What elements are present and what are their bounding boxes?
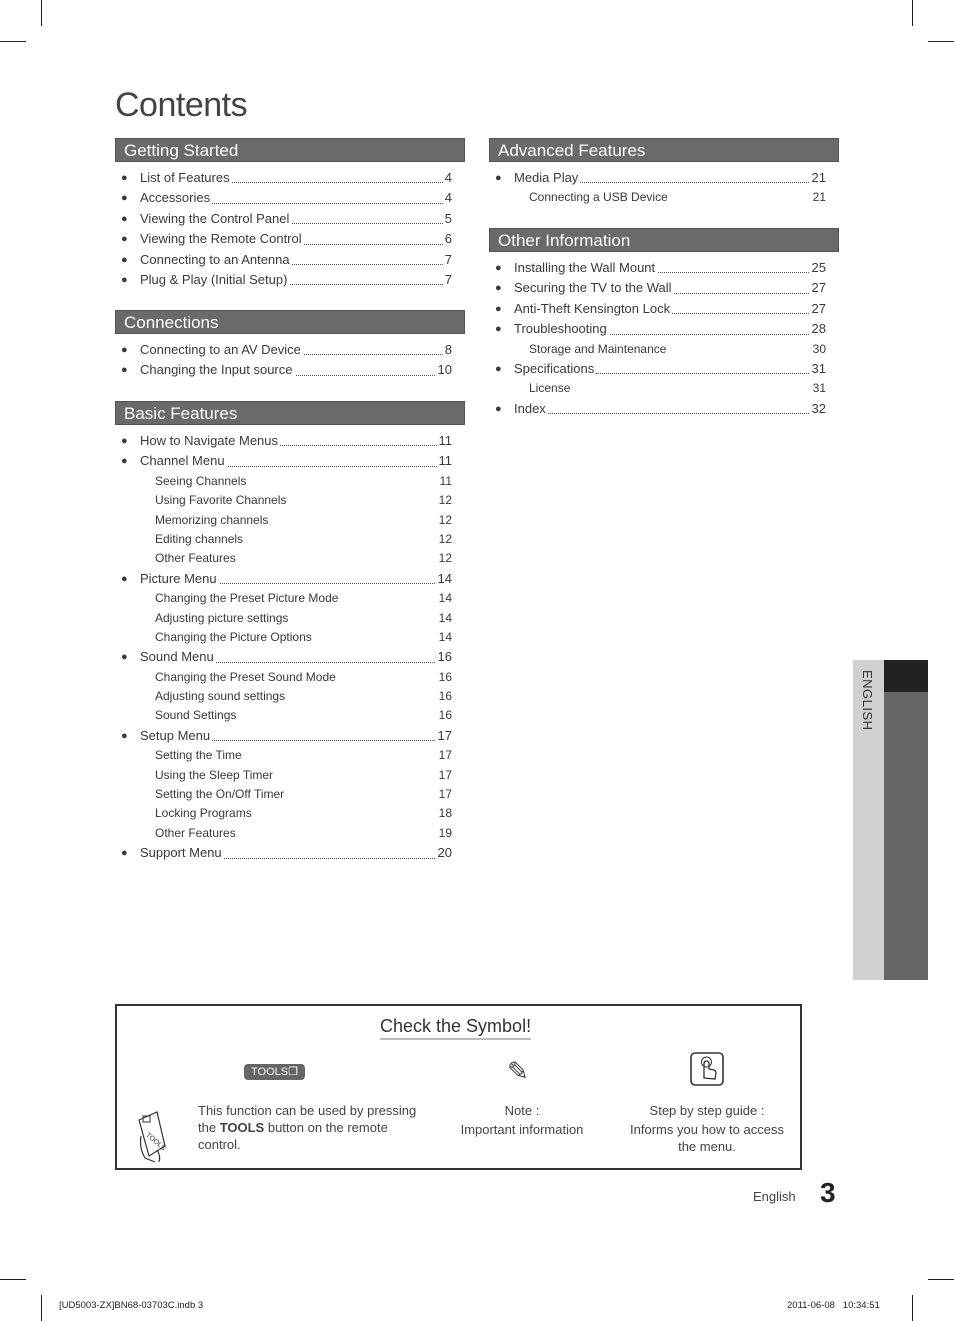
crop-mark [41, 0, 42, 26]
toc-subentry[interactable] [115, 824, 465, 843]
toc-subentry-label: Changing the Picture Options [155, 629, 312, 644]
toc-subentry-page: 12 [438, 512, 452, 527]
toc-entry-label: Specifications [514, 359, 596, 379]
toc-subentry-page: 12 [438, 551, 452, 566]
toc-entry[interactable] [489, 399, 839, 419]
toc-subentry-label: Adjusting sound settings [155, 689, 286, 704]
toc-subentry-label: Using Favorite Channels [155, 493, 287, 508]
footer-language: English [753, 1189, 796, 1204]
toc-entry[interactable] [115, 168, 465, 188]
page-title: Contents [115, 86, 248, 124]
toc-entry-page: 7 [443, 250, 452, 270]
bullet-icon: ● [121, 172, 128, 184]
toc-entry-page: 17 [436, 726, 452, 746]
toc-subentry[interactable] [489, 379, 839, 398]
toc-entry-page: 16 [436, 647, 452, 667]
toc-subentry-label: Editing channels [155, 531, 244, 546]
toc-subentry-page: 30 [812, 341, 826, 356]
section-heading: Advanced Features [489, 138, 839, 162]
section-heading: Other Information [489, 228, 839, 252]
toc-subentry-label: Changing the Preset Picture Mode [155, 591, 339, 606]
section-heading: Getting Started [115, 138, 465, 162]
toc-entry-page: 21 [810, 168, 826, 188]
toc-entry[interactable] [489, 299, 839, 319]
toc-subentry-label: Using the Sleep Timer [155, 767, 274, 782]
toc-subentry-page: 18 [438, 806, 452, 821]
bullet-icon: ● [121, 651, 128, 664]
toc-section [489, 228, 839, 419]
toc-entry-label: Changing the Input source [140, 360, 295, 380]
bullet-icon: ● [495, 282, 502, 295]
toc-entry-page: 6 [443, 229, 452, 249]
bullet-icon: ● [121, 344, 128, 356]
bullet-icon: ● [121, 192, 128, 205]
toc-entry-label: Picture Menu [140, 569, 219, 589]
toc-subentry-label: Sound Settings [155, 708, 237, 723]
remote-hand-icon [135, 1106, 171, 1164]
toc-entry-page: 4 [443, 168, 452, 188]
language-tab-band [884, 692, 928, 980]
toc-entry[interactable] [489, 258, 839, 278]
toc-entry-label: Index [514, 399, 548, 419]
language-tab-marker [884, 660, 928, 692]
toc-subentry-label: Locking Programs [155, 806, 252, 821]
toc-subentry[interactable] [489, 188, 839, 207]
toc-subentry[interactable] [115, 804, 465, 823]
toc-entry[interactable] [489, 168, 839, 188]
toc-subentry[interactable] [115, 766, 465, 785]
bullet-icon: ● [121, 273, 128, 286]
tools-text-bold: TOOLS [219, 1120, 265, 1135]
tools-text-post: button on the remote [264, 1120, 388, 1135]
toc-subentry-page: 17 [438, 787, 452, 802]
toc-subentry-page: 12 [438, 493, 452, 508]
toc-subentry[interactable] [115, 530, 465, 549]
toc-entry[interactable] [115, 451, 465, 471]
toc-entry-label: List of Features [140, 168, 232, 188]
toc-entry[interactable] [115, 340, 465, 360]
toc-entry[interactable] [115, 843, 465, 863]
toc-subentry-page: 16 [438, 689, 452, 704]
toc-entry-page: 28 [810, 319, 826, 339]
toc-subentry-page: 17 [438, 748, 452, 763]
toc-subentry-label: Setting the On/Off Timer [155, 787, 285, 802]
toc-subentry-label: Changing the Preset Sound Mode [155, 669, 336, 684]
tools-badge [244, 1064, 305, 1080]
bullet-icon: ● [495, 402, 502, 415]
tools-description [198, 1102, 438, 1153]
tools-description-line3: control. [198, 1137, 241, 1152]
crop-mark [41, 1295, 42, 1321]
toc-subentry[interactable] [115, 472, 465, 491]
toc-subentry[interactable] [115, 668, 465, 687]
crop-mark [0, 41, 26, 42]
note-line1: Note : [504, 1103, 540, 1118]
bullet-icon: ● [121, 233, 128, 246]
toc-subentry[interactable] [115, 706, 465, 725]
toc-entry[interactable] [115, 250, 465, 270]
toc-entry-label: Channel Menu [140, 451, 227, 471]
tools-icon: ❐ [288, 1066, 298, 1078]
toc-entry[interactable] [115, 209, 465, 229]
toc-subentry-page: 21 [812, 190, 826, 205]
toc-entry-label: Setup Menu [140, 726, 212, 746]
note-line2: Important information [460, 1122, 584, 1137]
toc-entry-page: 27 [810, 278, 826, 298]
toc-entry[interactable] [115, 431, 465, 451]
toc-entry-page: 10 [436, 360, 452, 380]
toc-entry-label: Support Menu [140, 843, 224, 863]
bullet-icon: ● [121, 572, 128, 585]
toc-entry-label: Securing the TV to the Wall [514, 278, 674, 298]
toc-entry[interactable] [489, 278, 839, 298]
svg-text:TOOLS: TOOLS [144, 1131, 167, 1153]
toc-subentry-label: Other Features [155, 825, 236, 840]
toc-entry-page: 7 [443, 270, 452, 290]
toc-subentry[interactable] [115, 746, 465, 765]
toc-entry-page: 31 [810, 359, 826, 379]
toc-entry-page: 4 [443, 188, 452, 208]
toc-entry-page: 20 [436, 843, 452, 863]
step-guide-description [622, 1102, 792, 1155]
bullet-icon: ● [121, 253, 128, 266]
toc-entry-page: 25 [810, 258, 826, 278]
tools-description-line2 [198, 1119, 438, 1136]
tools-description-line1: This function can be used by pressing [198, 1103, 417, 1118]
toc-subentry[interactable] [115, 785, 465, 804]
toc-subentry-label: Memorizing channels [155, 512, 269, 527]
toc-subentry-label: Adjusting picture settings [155, 610, 289, 625]
toc-subentry-label: Storage and Maintenance [529, 341, 667, 356]
crop-mark [0, 1279, 26, 1280]
print-slug-left: [UD5003-ZX]BN68-03703C.indb 3 [59, 1300, 204, 1311]
bullet-icon: ● [121, 847, 128, 860]
symbol-legend-title: Check the Symbol! [380, 1016, 531, 1040]
toc-entry[interactable] [115, 726, 465, 746]
bullet-icon: ● [121, 212, 128, 225]
toc-entry[interactable] [115, 569, 465, 589]
page-number: 3 [820, 1177, 836, 1208]
toc-subentry-page: 19 [438, 825, 452, 840]
toc-subentry[interactable] [115, 511, 465, 530]
bullet-icon: ● [121, 455, 128, 468]
note-pencil-icon: ✎ [507, 1056, 529, 1086]
tools-text-pre: the [198, 1120, 220, 1135]
toc-subentry-page: 12 [438, 531, 452, 546]
toc-entry[interactable] [115, 229, 465, 249]
toc-entry-label: Installing the Wall Mount [514, 258, 657, 278]
bullet-icon: ● [495, 172, 502, 184]
bullet-icon: ● [495, 362, 502, 375]
toc-section [115, 310, 465, 381]
crop-mark [912, 1295, 913, 1321]
bullet-icon: ● [495, 302, 502, 315]
toc-subentry-label: Seeing Channels [155, 473, 247, 488]
toc-entry-label: Troubleshooting [514, 319, 609, 339]
crop-mark [928, 41, 954, 42]
bullet-icon: ● [121, 729, 128, 742]
toc-entry-page: 27 [810, 299, 826, 319]
toc-entry-label: Anti-Theft Kensington Lock [514, 299, 672, 319]
toc-entry-page: 8 [443, 340, 452, 360]
step-line1: Step by step guide : [649, 1103, 765, 1118]
toc-section [115, 401, 465, 864]
toc-entry[interactable] [115, 647, 465, 667]
language-tab-label: ENGLISH [860, 670, 875, 731]
toc-entry-label: Viewing the Remote Control [140, 229, 304, 249]
print-slug-right: 2011-06-08 10:34:51 [787, 1300, 880, 1311]
toc-subentry-page: 16 [438, 708, 452, 723]
crop-mark [928, 1279, 954, 1280]
bullet-icon: ● [121, 364, 128, 377]
toc-subentry-label: Other Features [155, 551, 236, 566]
toc-entry[interactable] [115, 188, 465, 208]
bullet-icon: ● [495, 323, 502, 336]
toc-section [489, 138, 839, 208]
toc-subentry-label: License [529, 381, 571, 396]
toc-entry-label: Viewing the Control Panel [140, 209, 291, 229]
toc-entry-label: Connecting to an Antenna [140, 250, 292, 270]
step-line3: the menu. [678, 1139, 736, 1154]
tools-badge-label: TOOLS [251, 1066, 289, 1078]
toc-entry[interactable] [489, 319, 839, 339]
toc-subentry-page: 31 [812, 381, 826, 396]
toc-entry-page: 11 [437, 451, 453, 471]
toc-entry-label: Media Play [514, 168, 580, 188]
toc-subentry-page: 11 [439, 473, 452, 488]
toc-subentry-page: 16 [438, 669, 452, 684]
toc-entry-label: Plug & Play (Initial Setup) [140, 270, 289, 290]
toc-subentry[interactable] [115, 687, 465, 706]
symbol-legend-box [115, 1004, 802, 1170]
toc-subentry-label: Connecting a USB Device [529, 190, 668, 205]
toc-entry-label: Sound Menu [140, 647, 216, 667]
section-heading: Connections [115, 310, 465, 334]
bullet-icon: ● [121, 435, 128, 447]
note-description [447, 1102, 597, 1138]
toc-entry[interactable] [489, 359, 839, 379]
toc-subentry-page: 14 [438, 610, 452, 625]
toc-entry-label: How to Navigate Menus [140, 431, 280, 451]
toc-entry-page: 11 [437, 431, 453, 451]
toc-entry-page: 14 [436, 569, 452, 589]
toc-entry-label: Accessories [140, 188, 212, 208]
toc-subentry[interactable] [115, 491, 465, 510]
toc-subentry-page: 14 [438, 629, 452, 644]
toc-entry-page: 5 [443, 209, 452, 229]
toc-entry-label: Connecting to an AV Device [140, 340, 303, 360]
toc-subentry-page: 17 [438, 767, 452, 782]
crop-mark [912, 0, 913, 26]
section-heading: Basic Features [115, 401, 465, 425]
toc-subentry[interactable] [115, 628, 465, 647]
dot-leader [514, 413, 823, 414]
step-guide-icon [690, 1052, 724, 1086]
toc-subentry[interactable] [115, 549, 465, 568]
toc-entry-page: 32 [810, 399, 826, 419]
bullet-icon: ● [495, 262, 502, 274]
toc-subentry[interactable] [115, 589, 465, 608]
toc-entry[interactable] [115, 270, 465, 290]
toc-entry[interactable] [115, 360, 465, 380]
step-line2: Informs you how to access [630, 1122, 784, 1137]
toc-subentry-page: 14 [438, 591, 452, 606]
toc-section [115, 138, 465, 290]
toc-subentry[interactable] [489, 340, 839, 359]
toc-subentry-label: Setting the Time [155, 748, 242, 763]
toc-subentry[interactable] [115, 609, 465, 628]
